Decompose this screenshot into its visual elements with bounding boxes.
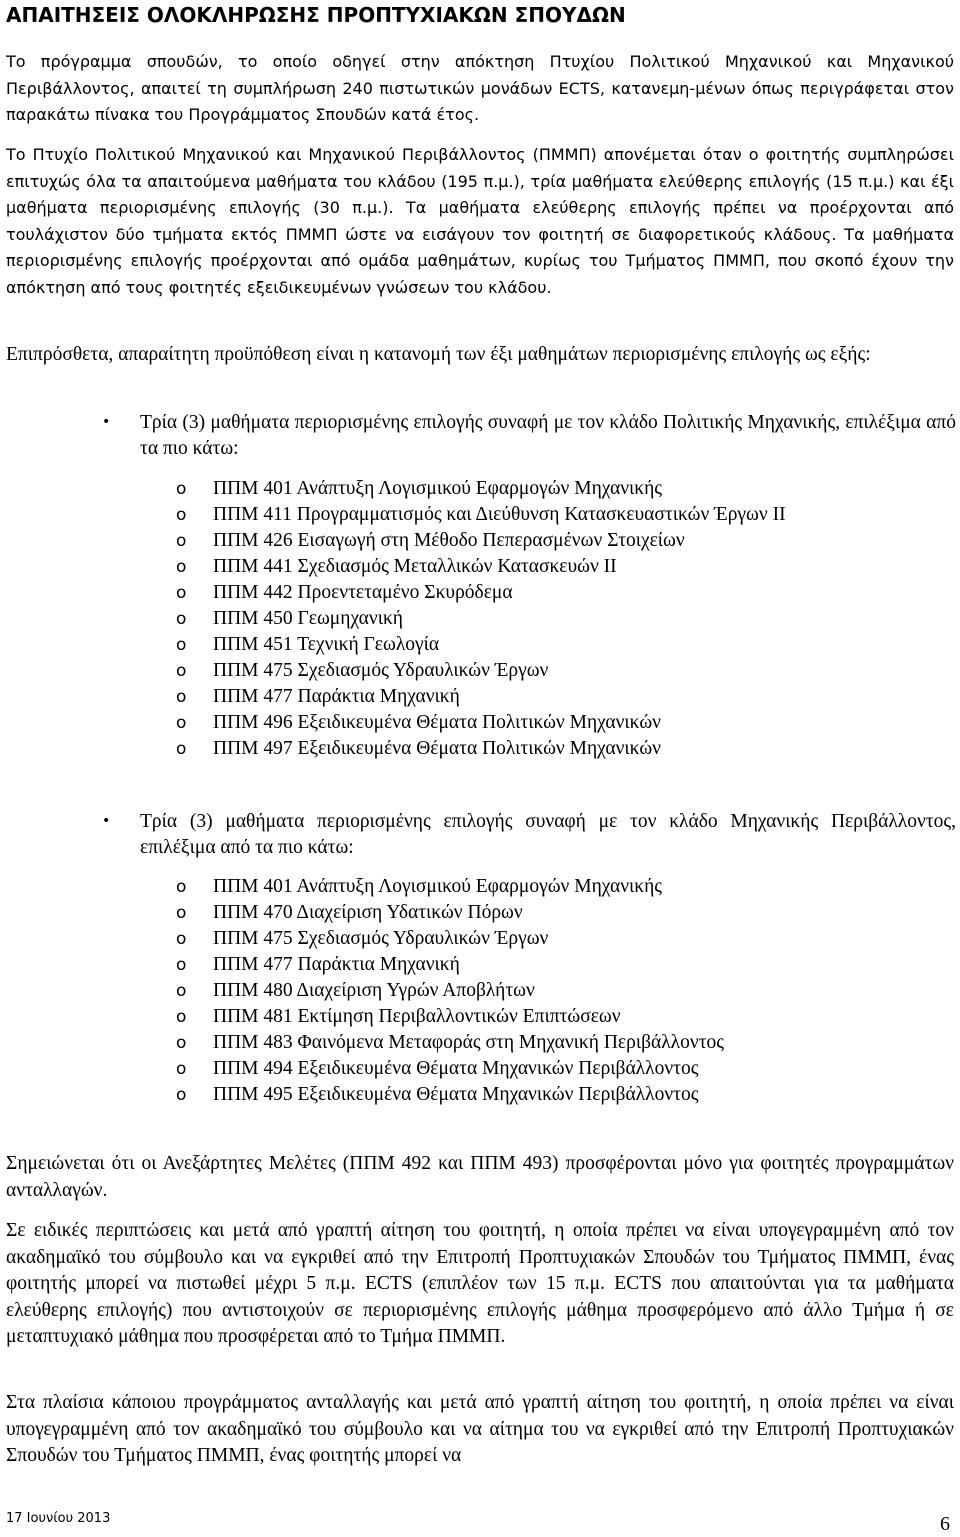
course-name: ΠΠΜ 426 Εισαγωγή στη Μέθοδο Πεπερασμένων Στοιχείων (213, 530, 685, 551)
course-name: ΠΠΜ 477 Παράκτια Μηχανική (213, 686, 460, 707)
sub-bullet-marker: o (176, 955, 187, 975)
list-item (0, 684, 960, 710)
intro-paragraph: Το πρόγραμμα σπουδών, το οποίο οδηγεί στην απόκτηση Πτυχίου Πολιτικού Μηχανικού και Μηχανικού Περιβάλλοντος, απαιτεί τη συμπλήρωση 240 πιστωτικών μονάδων ECTS, κατανεμη-μένων όπως περιγράφεται στον παρακάτω πίνακα του Προγράμματος Σπουδών κατά έτος. (6, 52, 954, 124)
course-name: ΠΠΜ 442 Προεντεταμένο Σκυρόδεμα (213, 582, 513, 603)
civil-course-list (0, 476, 960, 762)
sub-bullet-marker: o (176, 981, 187, 1001)
list-item (0, 554, 960, 580)
page-title: ΑΠΑΙΤΗΣΕΙΣ ΟΛΟΚΛΗΡΩΣΗΣ ΠΡΟΠΤΥΧΙΑΚΩΝ ΣΠΟΥΔΩΝ (6, 3, 626, 27)
list-item (0, 874, 960, 900)
course-name: ΠΠΜ 411 Προγραμματισμός και Διεύθυνση Κατασκευαστικών Έργων ΙΙ (213, 504, 786, 525)
env-course-list (0, 874, 960, 1108)
degree-paragraph: Το Πτυχίο Πολιτικού Μηχανικού και Μηχανικού Περιβάλλοντος (ΠΜΜΠ) απονέμεται όταν ο φοιτητής συμπληρώσει επιτυχώς όλα τα απαιτούμενα μαθήματα του κλάδου (195 π.μ.), τρία μαθήματα ελεύθερης επιλογής (15 π.μ.) και έξι μαθήματα περιορισμένης επιλογής (30 π.μ.). Τα μαθήματα ελεύθερης επιλογής πρέπει να προέρχονται από τουλάχιστον δύο τμήματα εκτός ΠΜΜΠ ώστε να εισάγουν τον φοιτητή σε διαφορετικούς κλάδους. Τα μαθήματα περιορισμένης επιλογής προέρχονται από ομάδα μαθημάτων, κυρίως του Τμήματος ΠΜΜΠ, που σκοπό έχουν την απόκτηση από τους φοιτητές εξειδικευμένων γνώσεων του κλάδου. (6, 145, 954, 297)
course-name: ΠΠΜ 497 Εξειδικευμένα Θέματα Πολιτικών Μηχανικών (213, 738, 661, 759)
sub-bullet-marker: o (176, 531, 187, 551)
course-name: ΠΠΜ 441 Σχεδιασμός Μεταλλικών Κατασκευών ΙΙ (213, 556, 617, 577)
footer-date: 17 Ιουνίου 2013 (6, 1511, 111, 1526)
course-name: ΠΠΜ 475 Σχεδιασμός Υδραυλικών Έργων (213, 928, 549, 949)
course-name: ΠΠΜ 481 Εκτίμηση Περιβαλλοντικών Επιπτώσεων (213, 1006, 621, 1027)
course-name: ΠΠΜ 451 Τεχνική Γεωλογία (213, 634, 440, 655)
sub-bullet-marker: o (176, 929, 187, 949)
sub-bullet-marker: o (176, 635, 187, 655)
list-item (0, 1056, 960, 1082)
list-item (0, 658, 960, 684)
sub-bullet-marker: o (176, 1007, 187, 1027)
course-name: ΠΠΜ 494 Εξειδικευμένα Θέματα Μηχανικών Περιβάλλοντος (213, 1058, 699, 1079)
list-item (0, 1030, 960, 1056)
sub-bullet-marker: o (176, 1059, 187, 1079)
sub-bullet-marker: o (176, 609, 187, 629)
sub-bullet-marker: o (176, 877, 187, 897)
course-name: ΠΠΜ 496 Εξειδικευμένα Θέματα Πολιτικών Μηχανικών (213, 712, 661, 733)
course-name: ΠΠΜ 477 Παράκτια Μηχανική (213, 954, 460, 975)
group-env-intro: Τρία (3) μαθήματα περιορισμένης επιλογής συναφή με τον κλάδο Μηχανικής Περιβάλλοντος, επιλέξιμα από τα πιο κάτω: (140, 811, 956, 858)
list-item (0, 952, 960, 978)
course-name: ΠΠΜ 480 Διαχείριση Υγρών Αποβλήτων (213, 980, 535, 1001)
sub-bullet-marker: o (176, 687, 187, 707)
list-item (0, 476, 960, 502)
list-item (0, 502, 960, 528)
sub-bullet-marker: o (176, 479, 187, 499)
sub-bullet-marker: o (176, 661, 187, 681)
distribution-paragraph: Επιπρόσθετα, απαραίτητη προϋπόθεση είναι η κατανομή των έξι μαθημάτων περιορισμένης επιλογής ως εξής: (6, 344, 871, 365)
sub-bullet-marker: o (176, 1085, 187, 1105)
course-name: ΠΠΜ 495 Εξειδικευμένα Θέματα Μηχανικών Περιβάλλοντος (213, 1084, 699, 1105)
sub-bullet-marker: o (176, 505, 187, 525)
list-item (0, 710, 960, 736)
course-name: ΠΠΜ 470 Διαχείριση Υδατικών Πόρων (213, 902, 523, 923)
exchange-note-paragraph: Σημειώνεται ότι οι Ανεξάρτητες Μελέτες (ΠΠΜ 492 και ΠΠΜ 493) προσφέρονται μόνο για φοιτητές προγραμμάτων ανταλλαγών. (6, 1153, 954, 1201)
bullet-marker: • (102, 414, 111, 430)
course-name: ΠΠΜ 475 Σχεδιασμός Υδραυλικών Έργων (213, 660, 549, 681)
bullet-marker: • (102, 813, 111, 829)
list-item (0, 900, 960, 926)
list-item (0, 736, 960, 762)
course-name: ΠΠΜ 401 Ανάπτυξη Λογισμικού Εφαρμογών Μηχανικής (213, 478, 663, 499)
sub-bullet-marker: o (176, 557, 187, 577)
list-item (0, 606, 960, 632)
list-item (0, 978, 960, 1004)
course-name: ΠΠΜ 401 Ανάπτυξη Λογισμικού Εφαρμογών Μηχανικής (213, 876, 663, 897)
group-civil-intro: Τρία (3) μαθήματα περιορισμένης επιλογής συναφή με τον κλάδο Πολιτικής Μηχανικής, επιλέξιμα από τα πιο κάτω: (140, 412, 956, 459)
sub-bullet-marker: o (176, 1033, 187, 1053)
list-item (0, 632, 960, 658)
list-item (0, 528, 960, 554)
special-cases-paragraph: Σε ειδικές περιπτώσεις και μετά από γραπτή αίτηση του φοιτητή, η οποία πρέπει να είναι υπογεγραμμένη από τον ακαδημαϊκό του σύμβουλο και να εγκριθεί από την Επιτροπή Προπτυχιακών Σπουδών του Τμήματος ΠΜΜΠ, ένας φοιτητής μπορεί να πιστωθεί μέχρι 5 π.μ. ECTS (επιπλέον των 15 π.μ. ECTS που απαιτούνται για τα μαθήματα ελεύθερης επιλογής) που αντιστοιχούν σε περιορισμένης επιλογής μάθημα προσφερόμενο από άλλο Τμήμα ή σε μεταπτυχιακό μάθημα που προσφέρεται από το Τμήμα ΠΜΜΠ. (6, 1220, 954, 1347)
sub-bullet-marker: o (176, 583, 187, 603)
list-item (0, 926, 960, 952)
list-item (0, 1082, 960, 1108)
list-item (0, 580, 960, 606)
course-name: ΠΠΜ 450 Γεωμηχανική (213, 608, 403, 629)
sub-bullet-marker: o (176, 739, 187, 759)
page-number: 6 (940, 1513, 950, 1535)
list-item (0, 1004, 960, 1030)
sub-bullet-marker: o (176, 903, 187, 923)
sub-bullet-marker: o (176, 713, 187, 733)
course-name: ΠΠΜ 483 Φαινόμενα Μεταφοράς στη Μηχανική Περιβάλλοντος (213, 1032, 724, 1053)
exchange-program-paragraph: Στα πλαίσια κάποιου προγράμματος ανταλλαγής και μετά από γραπτή αίτηση του φοιτητή, η οποία πρέπει να είναι υπογεγραμμένη από τον ακαδημαϊκό του σύμβουλο και να αίτημα του να εγκριθεί από την Επιτροπή Προπτυχιακών Σπουδών του Τμήματος ΠΜΜΠ, ένας φοιτητής μπορεί να (6, 1392, 954, 1466)
